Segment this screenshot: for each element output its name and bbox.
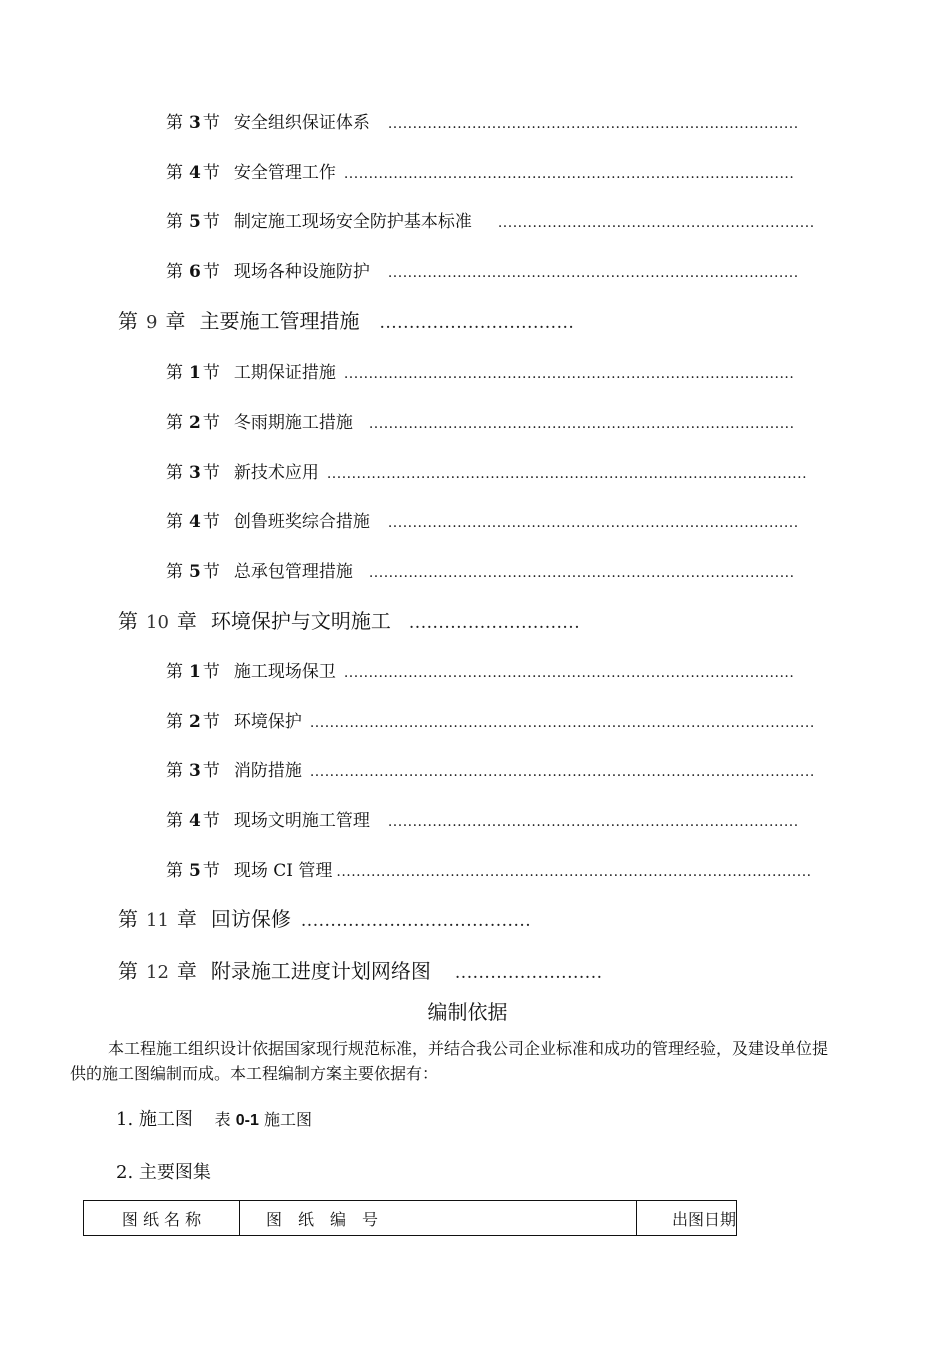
toc-suffix: 节 [202, 562, 220, 582]
toc-chapter [118, 605, 588, 634]
toc-suffix: 章 [176, 959, 197, 983]
toc-prefix: 第 [166, 861, 183, 881]
toc-leader: ................................................................................... [387, 814, 799, 830]
table-header-row [84, 1201, 737, 1236]
toc-leader: ............................. [408, 613, 581, 633]
toc-entry [166, 408, 795, 433]
toc-number: 10 [146, 612, 169, 633]
body-paragraph [70, 1036, 830, 1086]
toc-entry [166, 557, 795, 582]
list-item [116, 1158, 211, 1184]
toc-title: 回访保修 [210, 907, 291, 931]
caption-prefix: 表 [214, 1110, 231, 1129]
toc-leader: ................................. [379, 313, 575, 333]
caption-title: 施工图 [263, 1110, 312, 1129]
toc-prefix: 第 [166, 212, 183, 232]
toc-prefix: 第 [166, 463, 183, 483]
toc-title: 安全管理工作 [233, 163, 336, 183]
toc-suffix: 节 [202, 761, 220, 781]
toc-title: 施工现场保卫 [233, 662, 336, 682]
toc-suffix: 节 [202, 413, 220, 433]
toc-suffix: 章 [165, 309, 186, 333]
toc-leader: ...................................................................................... [368, 416, 795, 432]
toc-number: 1 [189, 662, 201, 682]
toc-prefix: 第 [166, 163, 183, 183]
table-caption [215, 1110, 312, 1129]
toc-number: 9 [146, 312, 158, 333]
toc-entry [166, 806, 799, 831]
toc-entry [166, 507, 799, 532]
toc-prefix: 第 [118, 907, 138, 931]
toc-title: 环境保护 [233, 712, 302, 732]
toc-number: 2 [189, 712, 201, 732]
toc-entry [166, 458, 808, 483]
table-header-cell: 图 纸 名 称 [84, 1201, 240, 1236]
toc-number: 12 [146, 962, 169, 983]
toc-number: 6 [189, 262, 201, 282]
toc-title: 现场文明施工管理 [233, 811, 370, 831]
toc-number: 3 [189, 463, 201, 483]
toc-leader: ................................................................ [497, 215, 815, 231]
toc-suffix: 节 [202, 662, 220, 682]
toc-suffix: 节 [202, 113, 220, 133]
toc-prefix: 第 [166, 413, 183, 433]
list-label: 1. 施工图 [116, 1109, 193, 1130]
toc-entry [166, 108, 799, 133]
toc-chapter [118, 955, 610, 984]
toc-title: 消防措施 [233, 761, 302, 781]
toc-title: 现场各种设施防护 [233, 262, 370, 282]
paragraph-text: 本工程施工组织设计依据国家现行规范标准，并结合我公司企业标准和成功的管理经验，及建设单位提供的施工图编制而成。本工程编制方案主要依据有： [70, 1039, 829, 1083]
caption-code: 0-1 [235, 1112, 259, 1129]
toc-prefix: 第 [118, 609, 138, 633]
toc-title: 创鲁班奖综合措施 [233, 512, 370, 532]
toc-prefix: 第 [166, 811, 183, 831]
toc-number: 3 [189, 761, 201, 781]
toc-prefix: 第 [166, 562, 183, 582]
toc-number: 4 [189, 512, 201, 532]
toc-title: 冬雨期施工措施 [233, 413, 353, 433]
toc-entry [166, 257, 799, 282]
toc-leader: ........................................................................................... [343, 366, 795, 382]
toc-suffix: 节 [202, 363, 220, 383]
toc-leader: ...................................................................................................... [309, 764, 815, 780]
toc-suffix: 节 [202, 163, 220, 183]
toc-title: 安全组织保证体系 [233, 113, 370, 133]
toc-title: 总承包管理措施 [233, 562, 353, 582]
toc-entry [166, 657, 795, 682]
toc-title: 现场 CI 管理 [233, 861, 333, 881]
toc-title: 主要施工管理措施 [199, 309, 360, 333]
toc-suffix: 章 [176, 907, 197, 931]
toc-number: 11 [146, 910, 169, 931]
toc-number: 1 [189, 363, 201, 383]
toc-prefix: 第 [166, 262, 183, 282]
toc-leader: ................................................................................... [387, 515, 799, 531]
toc-leader: ................................................................................... [387, 116, 799, 132]
toc-leader: ........................................................................................... [343, 166, 795, 182]
list-label: 2. 主要图集 [116, 1162, 211, 1183]
toc-prefix: 第 [166, 363, 183, 383]
toc-chapter [118, 903, 538, 932]
toc-leader: ................................................................................................. [326, 466, 808, 482]
list-item [116, 1105, 312, 1131]
toc-suffix: 节 [202, 712, 220, 732]
toc-prefix: 第 [118, 959, 138, 983]
toc-title: 制定施工现场安全防护基本标准 [233, 212, 472, 232]
toc-entry [166, 358, 795, 383]
toc-leader: ...................................................................................... [368, 565, 795, 581]
toc-suffix: 节 [202, 861, 220, 881]
toc-suffix: 节 [202, 811, 220, 831]
toc-leader: ...................................................................................................... [309, 715, 815, 731]
table-header-cell: 出图日期 [637, 1201, 737, 1236]
toc-prefix: 第 [166, 761, 183, 781]
toc-number: 5 [189, 562, 201, 582]
table-header-cell: 图 纸 编 号 [240, 1201, 637, 1236]
toc-number: 4 [189, 811, 201, 831]
toc-leader: ................................................................................... [387, 265, 799, 281]
toc-suffix: 节 [202, 512, 220, 532]
toc-leader: ......................... [454, 963, 603, 983]
toc-prefix: 第 [166, 712, 183, 732]
toc-title: 新技术应用 [233, 463, 319, 483]
toc-suffix: 节 [202, 262, 220, 282]
toc-title: 附录施工进度计划网络图 [210, 959, 431, 983]
toc-suffix: 节 [202, 212, 220, 232]
toc-entry [166, 756, 815, 781]
toc-entry [166, 707, 815, 732]
toc-number: 3 [189, 113, 201, 133]
toc-entry [166, 158, 795, 183]
toc-chapter [118, 305, 578, 334]
toc-title: 环境保护与文明施工 [210, 609, 391, 633]
toc-prefix: 第 [166, 662, 183, 682]
toc-entry [166, 856, 812, 881]
toc-prefix: 第 [166, 113, 183, 133]
section-heading: 编制依据 [427, 1000, 508, 1024]
toc-leader: ........................................................................................... [343, 665, 795, 681]
toc-number: 5 [189, 861, 201, 881]
toc-prefix: 第 [166, 512, 183, 532]
toc-number: 2 [189, 413, 201, 433]
toc-leader: ................................................................................................ [336, 864, 812, 880]
drawings-table [83, 1200, 737, 1236]
toc-leader: ....................................... [300, 911, 532, 931]
toc-number: 5 [189, 212, 201, 232]
toc-title: 工期保证措施 [233, 363, 336, 383]
toc-entry [166, 207, 815, 232]
toc-suffix: 节 [202, 463, 220, 483]
toc-suffix: 章 [176, 609, 197, 633]
toc-prefix: 第 [118, 309, 138, 333]
toc-number: 4 [189, 163, 201, 183]
